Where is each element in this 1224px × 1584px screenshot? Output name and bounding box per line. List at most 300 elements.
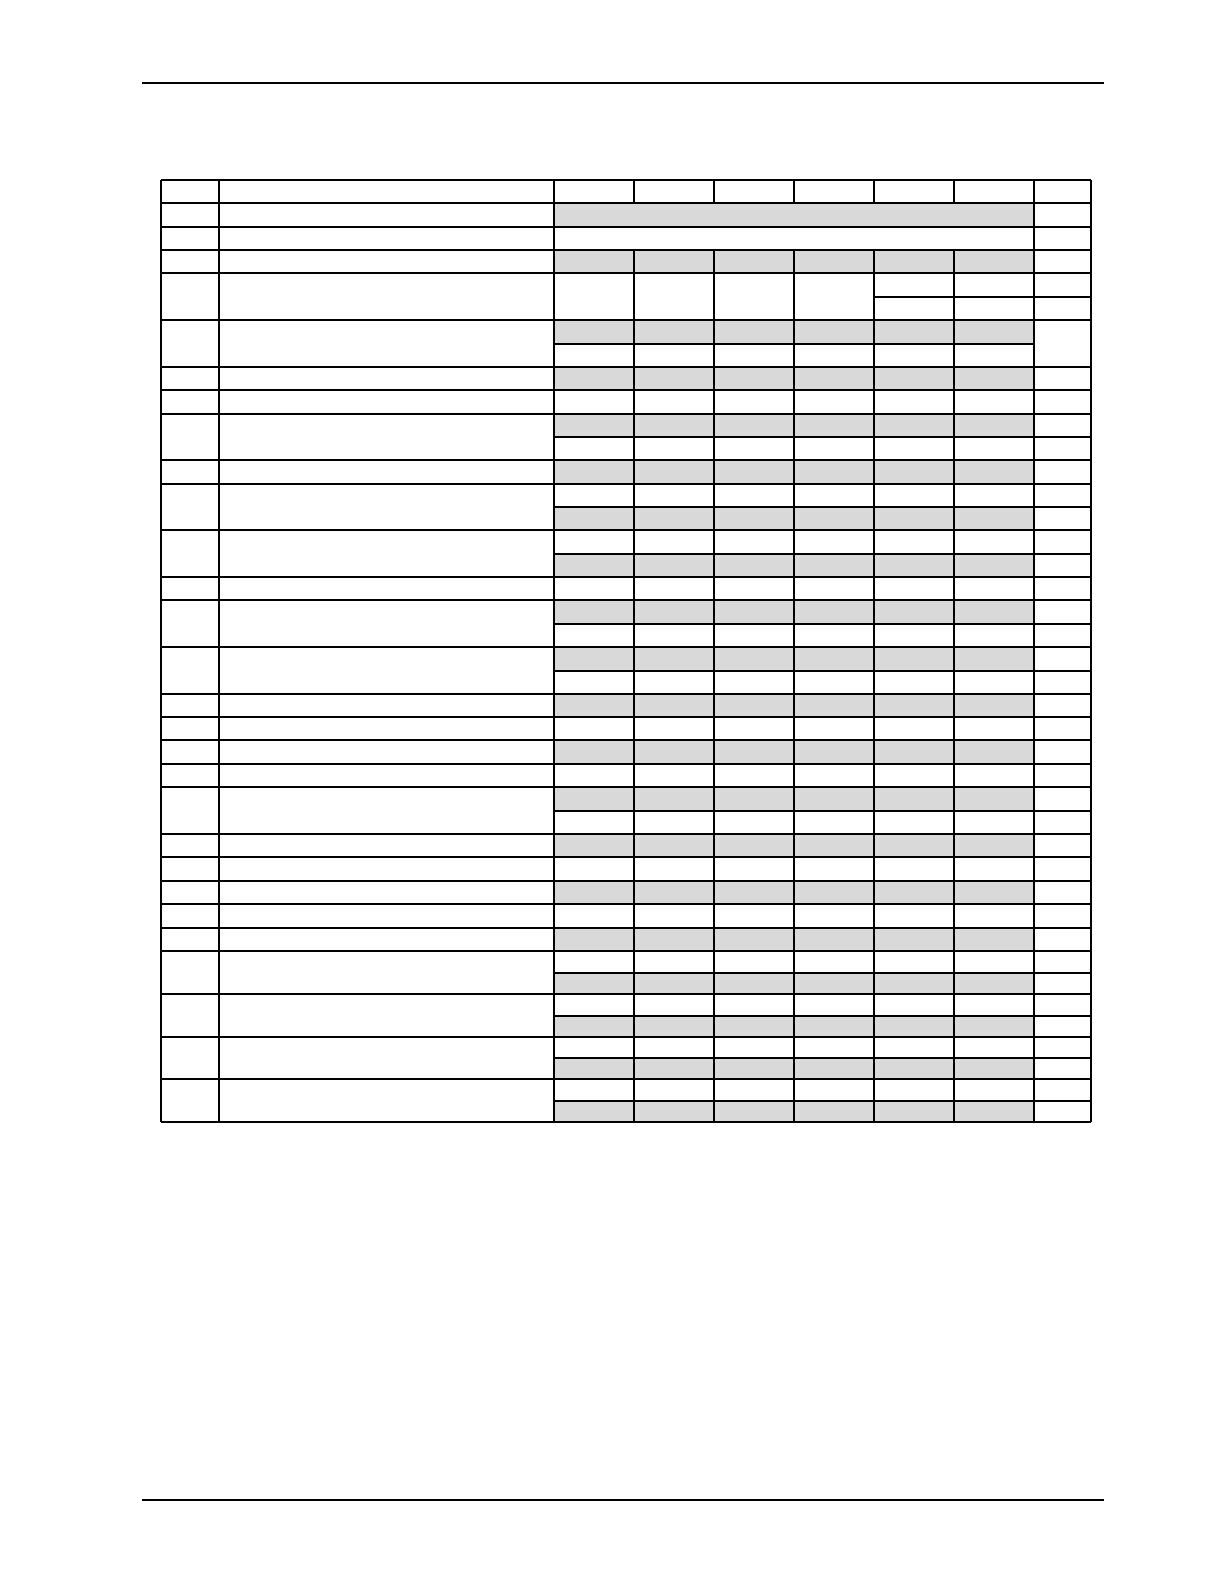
table-cell <box>714 740 794 764</box>
table-cell <box>714 973 794 994</box>
table-rule-vertical <box>218 717 220 740</box>
table-rule-vertical <box>793 740 795 764</box>
table-rule-vertical <box>713 904 715 928</box>
table-cell <box>554 787 634 811</box>
table-rule-vertical <box>160 764 162 787</box>
table-rule-horizontal <box>161 459 1091 461</box>
table-cell <box>794 600 874 624</box>
table-rule-vertical <box>1090 764 1092 787</box>
table-cell <box>714 250 794 273</box>
table-rule-vertical <box>713 180 715 203</box>
table-cell <box>794 787 874 811</box>
table-cell <box>794 320 874 344</box>
table-rule-vertical <box>218 951 220 994</box>
table-rule-vertical <box>218 414 220 460</box>
table-cell <box>954 1058 1034 1079</box>
table-rule-vertical <box>793 834 795 857</box>
table-rule-vertical <box>713 250 715 273</box>
table-rule-vertical <box>633 577 635 600</box>
table-rule-vertical <box>1033 250 1035 273</box>
table-rule-vertical <box>218 857 220 881</box>
table-rule-vertical <box>713 881 715 904</box>
table-rule-vertical <box>1090 227 1092 250</box>
table-rule-vertical <box>873 834 875 857</box>
table-cell <box>794 1101 874 1122</box>
table-cell <box>794 740 874 764</box>
table-cell <box>554 320 634 344</box>
table-rule-vertical <box>793 857 795 881</box>
table-cell <box>714 1101 794 1122</box>
table-cell <box>794 1058 874 1079</box>
table-rule-vertical <box>953 390 955 414</box>
table-rule-vertical <box>553 250 555 273</box>
table-rule-vertical <box>793 367 795 390</box>
table-rule-horizontal <box>161 366 1091 368</box>
table-cell <box>794 928 874 951</box>
table-rule-vertical <box>1033 460 1035 484</box>
table-rule-horizontal <box>161 179 1091 181</box>
table-rule-vertical <box>218 1079 220 1122</box>
table-rule-vertical <box>793 904 795 928</box>
table-rule-vertical <box>633 367 635 390</box>
table-cell <box>634 554 714 577</box>
table-rule-horizontal <box>554 972 1091 974</box>
table-rule-vertical <box>218 320 220 367</box>
table-cell <box>794 367 874 390</box>
table-rule-horizontal <box>554 506 1091 508</box>
table-rule-horizontal <box>161 483 1091 485</box>
table-rule-horizontal <box>161 202 1091 204</box>
table-cell <box>714 600 794 624</box>
table-rule-vertical <box>713 740 715 764</box>
table-rule-vertical <box>553 367 555 390</box>
table-cell <box>634 460 714 484</box>
table-rule-vertical <box>218 600 220 647</box>
table-rule-vertical <box>633 717 635 740</box>
table-rule-vertical <box>953 904 955 928</box>
table-cell <box>874 647 954 671</box>
table-rule-horizontal <box>161 529 1091 531</box>
table-rule-vertical <box>218 1037 220 1079</box>
table-rule-horizontal <box>161 903 1091 905</box>
table-cell <box>874 320 954 344</box>
table-cell <box>554 740 634 764</box>
table-cell <box>794 694 874 717</box>
table-rule-vertical <box>1033 904 1035 928</box>
table-rule-vertical <box>160 647 162 694</box>
table-rule-horizontal <box>161 599 1091 601</box>
table-rule-vertical <box>713 764 715 787</box>
table-cell <box>634 250 714 273</box>
table-rule-horizontal <box>161 272 1091 274</box>
table-rule-vertical <box>953 367 955 390</box>
table-rule-vertical <box>873 717 875 740</box>
table-rule-vertical <box>1033 203 1035 227</box>
table-rule-vertical <box>1090 203 1092 227</box>
table-rule-vertical <box>633 390 635 414</box>
table-rule-horizontal <box>554 623 1091 625</box>
table-rule-vertical <box>218 367 220 390</box>
table-rule-horizontal <box>161 1121 1091 1123</box>
table-rule-vertical <box>160 460 162 484</box>
shaded-span-cell <box>554 203 1034 227</box>
table-rule-vertical <box>1090 834 1092 857</box>
table-cell <box>874 973 954 994</box>
table-rule-vertical <box>1033 740 1035 764</box>
table-rule-vertical <box>1033 227 1035 250</box>
table-rule-vertical <box>713 857 715 881</box>
table-cell <box>634 881 714 904</box>
table-rule-vertical <box>873 367 875 390</box>
table-cell <box>714 928 794 951</box>
table-rule-horizontal <box>554 343 1034 345</box>
table-cell <box>634 600 714 624</box>
table-cell <box>794 973 874 994</box>
table-rule-horizontal <box>161 786 1091 788</box>
table-rule-vertical <box>713 390 715 414</box>
table-rule-vertical <box>1033 881 1035 904</box>
table-rule-horizontal <box>161 249 1091 251</box>
table-rule-vertical <box>1090 881 1092 904</box>
table-cell <box>714 414 794 437</box>
table-cell <box>714 647 794 671</box>
table-cell <box>714 507 794 530</box>
table-rule-horizontal <box>161 389 1091 391</box>
table-rule-vertical <box>160 320 162 367</box>
table-rule-vertical <box>160 414 162 460</box>
table-cell <box>874 881 954 904</box>
table-rule-vertical <box>160 250 162 273</box>
table-cell <box>554 881 634 904</box>
table-cell <box>794 554 874 577</box>
table-cell <box>714 694 794 717</box>
table-rule-vertical <box>218 273 220 320</box>
table-cell <box>874 367 954 390</box>
table-cell <box>634 414 714 437</box>
table-rule-vertical <box>160 203 162 227</box>
table-cell <box>954 973 1034 994</box>
table-rule-vertical <box>953 834 955 857</box>
table-rule-vertical <box>160 577 162 600</box>
table-rule-vertical <box>218 994 220 1037</box>
table-cell <box>954 834 1034 857</box>
table-cell <box>874 507 954 530</box>
table-rule-horizontal <box>161 646 1091 648</box>
table-rule-vertical <box>1090 367 1092 390</box>
table-cell <box>554 647 634 671</box>
table-rule-vertical <box>160 227 162 250</box>
table-rule-vertical <box>553 180 555 203</box>
table-cell <box>954 694 1034 717</box>
table-rule-vertical <box>873 928 875 951</box>
table-cell <box>634 1058 714 1079</box>
table-rule-vertical <box>1090 928 1092 951</box>
table-rule-vertical <box>713 577 715 600</box>
table-rule-vertical <box>553 227 555 250</box>
table-rule-vertical <box>713 367 715 390</box>
table-rule-vertical <box>1033 577 1035 600</box>
table-cell <box>954 1101 1034 1122</box>
table-rule-vertical <box>713 273 715 320</box>
table-cell <box>634 1101 714 1122</box>
table-cell <box>954 320 1034 344</box>
table-rule-vertical <box>218 694 220 717</box>
table-rule-vertical <box>873 740 875 764</box>
footer-rule <box>142 1499 1104 1501</box>
table-rule-vertical <box>633 740 635 764</box>
table-cell <box>954 881 1034 904</box>
table-rule-vertical <box>160 1079 162 1122</box>
table-rule-horizontal <box>161 413 1091 415</box>
table-rule-vertical <box>713 928 715 951</box>
table-cell <box>554 834 634 857</box>
table-rule-vertical <box>633 273 635 320</box>
table-rule-vertical <box>218 904 220 928</box>
table-rule-vertical <box>953 694 955 717</box>
table-rule-vertical <box>1090 904 1092 928</box>
table-cell <box>714 367 794 390</box>
table-rule-vertical <box>953 881 955 904</box>
table-rule-horizontal <box>161 739 1091 741</box>
table-rule-vertical <box>218 577 220 600</box>
table-rule-vertical <box>218 740 220 764</box>
table-rule-horizontal <box>161 1036 1091 1038</box>
table-cell <box>954 740 1034 764</box>
table-rule-vertical <box>953 250 955 273</box>
table-rule-vertical <box>633 881 635 904</box>
table-cell <box>954 414 1034 437</box>
table-cell <box>874 787 954 811</box>
table-rule-vertical <box>633 460 635 484</box>
table-cell <box>874 740 954 764</box>
table-rule-vertical <box>953 928 955 951</box>
table-cell <box>554 600 634 624</box>
table-rule-vertical <box>1033 180 1035 203</box>
table-rule-vertical <box>218 647 220 694</box>
table-rule-vertical <box>218 484 220 530</box>
table-cell <box>554 507 634 530</box>
table-rule-vertical <box>218 834 220 857</box>
table-rule-vertical <box>160 951 162 994</box>
table-cell <box>554 250 634 273</box>
table-rule-vertical <box>160 180 162 203</box>
table-rule-horizontal <box>161 716 1091 718</box>
table-rule-vertical <box>873 764 875 787</box>
table-rule-vertical <box>1033 857 1035 881</box>
table-rule-vertical <box>160 787 162 834</box>
table-cell <box>634 647 714 671</box>
table-cell <box>874 928 954 951</box>
table-cell <box>954 647 1034 671</box>
table-cell <box>954 460 1034 484</box>
table-rule-vertical <box>553 460 555 484</box>
table-rule-vertical <box>160 740 162 764</box>
table-cell <box>794 1016 874 1037</box>
table-rule-vertical <box>1090 694 1092 717</box>
table-cell <box>954 250 1034 273</box>
table-rule-horizontal <box>554 553 1091 555</box>
table-rule-vertical <box>873 904 875 928</box>
table-rule-vertical <box>1090 320 1092 367</box>
table-rule-vertical <box>160 1037 162 1079</box>
table-cell <box>634 694 714 717</box>
table-rule-vertical <box>218 460 220 484</box>
table-rule-vertical <box>553 904 555 928</box>
table-rule-horizontal <box>161 927 1091 929</box>
table-cell <box>954 600 1034 624</box>
table-cell <box>714 554 794 577</box>
table-rule-vertical <box>713 694 715 717</box>
table-rule-vertical <box>218 227 220 250</box>
table-rule-vertical <box>873 460 875 484</box>
table-cell <box>874 414 954 437</box>
table-rule-vertical <box>160 857 162 881</box>
table-rule-vertical <box>218 881 220 904</box>
table-rule-vertical <box>953 460 955 484</box>
table-rule-horizontal <box>161 226 1091 228</box>
table-rule-vertical <box>793 577 795 600</box>
table-rule-vertical <box>953 857 955 881</box>
table-cell <box>954 367 1034 390</box>
table-cell <box>554 1058 634 1079</box>
table-cell <box>554 694 634 717</box>
table-rule-vertical <box>553 577 555 600</box>
table-cell <box>794 460 874 484</box>
table-rule-vertical <box>1033 694 1035 717</box>
table-rule-vertical <box>218 180 220 203</box>
table-rule-horizontal <box>554 1015 1091 1017</box>
table-rule-vertical <box>873 390 875 414</box>
table-rule-vertical <box>218 787 220 834</box>
table-rule-vertical <box>160 600 162 647</box>
table-rule-horizontal <box>554 436 1091 438</box>
table-cell <box>714 881 794 904</box>
table-rule-horizontal <box>161 319 1091 321</box>
table-rule-vertical <box>793 250 795 273</box>
table-rule-vertical <box>793 881 795 904</box>
table-rule-vertical <box>1090 857 1092 881</box>
table-rule-vertical <box>793 928 795 951</box>
table-rule-vertical <box>873 577 875 600</box>
table-rule-vertical <box>218 390 220 414</box>
table-cell <box>554 414 634 437</box>
table-rule-vertical <box>1090 460 1092 484</box>
table-rule-horizontal <box>161 693 1091 695</box>
table-cell <box>874 1058 954 1079</box>
table-cell <box>554 554 634 577</box>
table-rule-horizontal <box>554 1100 1091 1102</box>
table-cell <box>794 414 874 437</box>
table-cell <box>714 834 794 857</box>
table-rule-horizontal <box>554 670 1091 672</box>
table-cell <box>634 928 714 951</box>
table-cell <box>954 1016 1034 1037</box>
table-rule-vertical <box>1033 764 1035 787</box>
table-rule-vertical <box>1090 390 1092 414</box>
table-cell <box>634 507 714 530</box>
table-rule-vertical <box>160 273 162 320</box>
table-cell <box>714 460 794 484</box>
table-cell <box>714 1016 794 1037</box>
table-cell <box>794 507 874 530</box>
table-rule-vertical <box>553 740 555 764</box>
table-rule-vertical <box>793 390 795 414</box>
table-rule-vertical <box>553 764 555 787</box>
table-cell <box>794 647 874 671</box>
table-rule-vertical <box>1090 180 1092 203</box>
table-cell <box>874 554 954 577</box>
table-rule-horizontal <box>161 763 1091 765</box>
table-rule-vertical <box>553 390 555 414</box>
table-cell <box>634 787 714 811</box>
table-rule-vertical <box>633 928 635 951</box>
table-cell <box>554 973 634 994</box>
table-cell <box>874 460 954 484</box>
table-rule-vertical <box>553 273 555 320</box>
table-cell <box>874 1101 954 1122</box>
table-cell <box>794 881 874 904</box>
table-cell <box>714 787 794 811</box>
table-cell <box>874 694 954 717</box>
table-rule-vertical <box>1033 390 1035 414</box>
table-rule-vertical <box>633 857 635 881</box>
table-rule-vertical <box>633 764 635 787</box>
table-rule-vertical <box>953 764 955 787</box>
table-rule-horizontal <box>874 296 1091 298</box>
table-rule-vertical <box>553 717 555 740</box>
table-cell <box>794 834 874 857</box>
table-rule-vertical <box>1090 740 1092 764</box>
table-cell <box>954 787 1034 811</box>
table-rule-horizontal <box>554 1057 1091 1059</box>
table-rule-vertical <box>713 834 715 857</box>
table-cell <box>874 1016 954 1037</box>
table-cell <box>794 250 874 273</box>
table-cell <box>634 367 714 390</box>
table-rule-vertical <box>218 530 220 577</box>
table-cell <box>554 928 634 951</box>
table-cell <box>714 1058 794 1079</box>
table-cell <box>874 834 954 857</box>
table-rule-vertical <box>633 834 635 857</box>
table-rule-vertical <box>160 484 162 530</box>
table-rule-vertical <box>793 180 795 203</box>
table-rule-vertical <box>873 881 875 904</box>
table-cell <box>874 250 954 273</box>
table-rule-vertical <box>1090 250 1092 273</box>
table-cell <box>954 554 1034 577</box>
table-rule-vertical <box>953 180 955 203</box>
table-rule-horizontal <box>161 993 1091 995</box>
table-rule-vertical <box>160 928 162 951</box>
table-rule-horizontal <box>161 1078 1091 1080</box>
table-rule-vertical <box>553 203 555 227</box>
table-rule-vertical <box>873 180 875 203</box>
table-rule-vertical <box>793 273 795 320</box>
table-rule-vertical <box>160 717 162 740</box>
table-rule-vertical <box>873 857 875 881</box>
table-rule-vertical <box>633 694 635 717</box>
table-cell <box>874 600 954 624</box>
table-rule-vertical <box>218 203 220 227</box>
table-rule-vertical <box>218 928 220 951</box>
table-cell <box>634 740 714 764</box>
table-rule-vertical <box>1090 717 1092 740</box>
table-cell <box>634 1016 714 1037</box>
table-cell <box>954 928 1034 951</box>
table-cell <box>554 1101 634 1122</box>
table-rule-horizontal <box>161 950 1091 952</box>
